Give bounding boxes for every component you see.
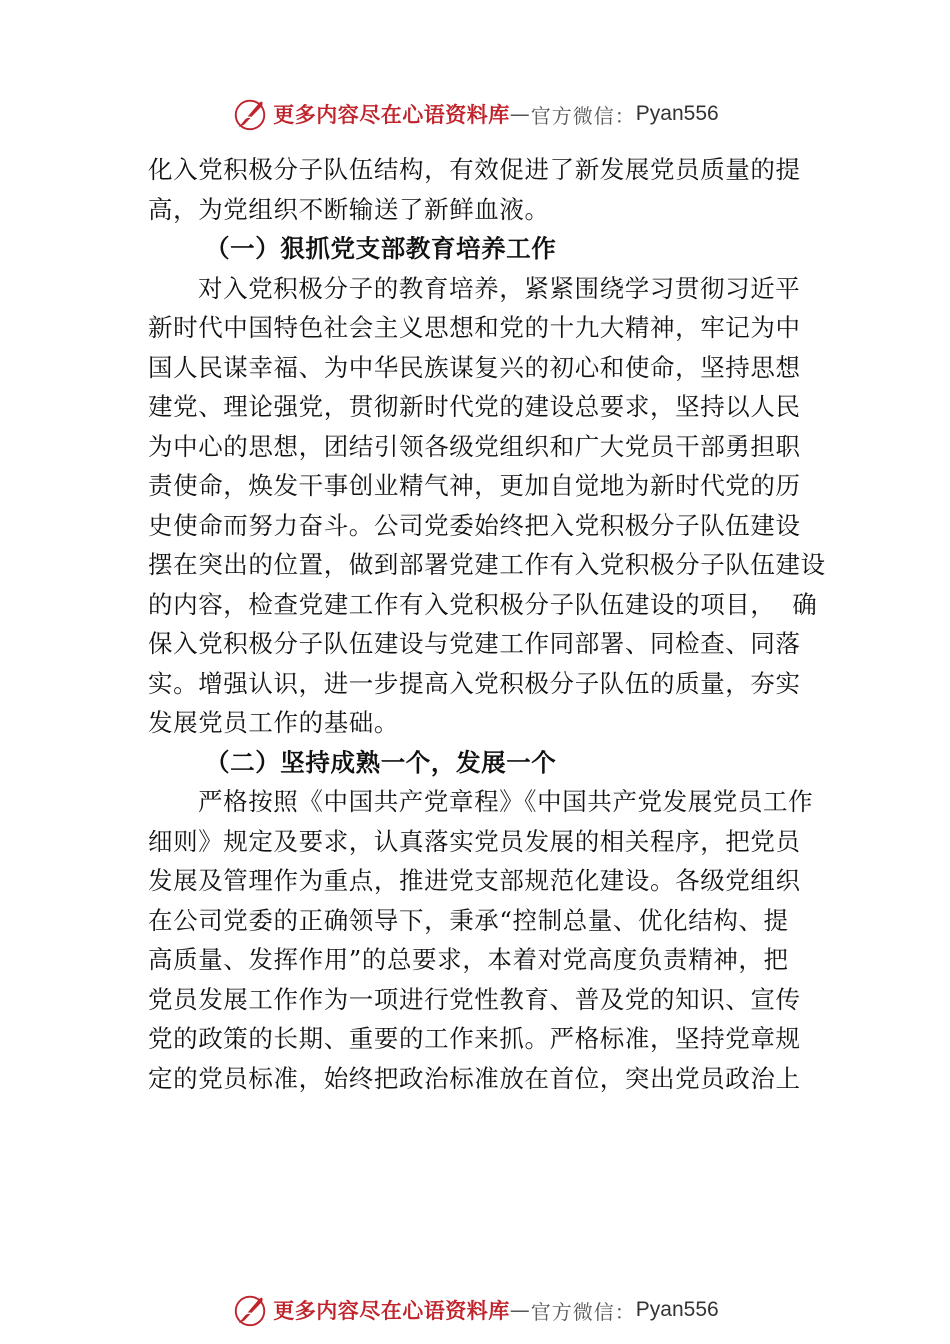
body-line: 对入党积极分子的教育培养，紧紧围绕学习贯彻习近平 (198, 273, 801, 303)
section-heading-2: （二）坚持成熟一个，发展一个 (205, 747, 557, 777)
quill-logo-icon (231, 1291, 269, 1329)
header-banner (0, 94, 950, 134)
body-line: 党员发展工作作为一项进行党性教育、普及党的知识、宣传 (148, 984, 801, 1014)
banner-wechat-id: Pyan556 (635, 1298, 719, 1321)
body-line: 的内容，检查党建工作有入党积极分子队伍建设的项目， 确 (148, 589, 818, 619)
body-line: 摆在突出的位置，做到部署党建工作有入党积极分子队伍建设 (148, 550, 826, 579)
quill-logo-icon (231, 95, 269, 133)
body-line: 高，为党组织不断输送了新鲜血液。 (148, 194, 550, 224)
banner-site-name: 更多内容尽在心语资料库 (273, 1298, 510, 1323)
body-line: 高质量、发挥作用”的总要求，本着对党高度负责精神，把 (148, 945, 789, 974)
body-line: 责使命，焕发干事创业精气神，更加自觉地为新时代党的历 (148, 471, 801, 500)
body-line: 实。增强认识，进一步提高入党积极分子队伍的质量，夯实 (148, 668, 801, 698)
banner-wechat-label: 官方微信： (530, 103, 636, 128)
document-body (148, 150, 826, 1098)
body-line: 新时代中国特色社会主义思想和党的十九大精神，牢记为中 (148, 313, 801, 342)
banner-dash: — (509, 102, 531, 126)
banner-site-name: 更多内容尽在心语资料库 (273, 102, 510, 127)
banner-dash: — (509, 1298, 531, 1322)
footer-banner (0, 1290, 950, 1330)
body-line: 发展及管理作为重点，推进党支部规范化建设。各级党组织 (148, 866, 801, 895)
banner-wechat-id: Pyan556 (635, 102, 719, 125)
body-line: 细则》规定及要求，认真落实党员发展的相关程序，把党员 (148, 826, 801, 856)
body-line: 保入党积极分子队伍建设与党建工作同部署、同检查、同落 (148, 629, 801, 658)
body-line: 严格按照《中国共产党章程》《中国共产党发展党员工作 (198, 787, 814, 816)
body-line: 化入党积极分子队伍结构，有效促进了新发展党员质量的提 (148, 155, 801, 184)
banner-wechat-label: 官方微信： (530, 1299, 636, 1324)
body-line: 国人民谋幸福、为中华民族谋复兴的初心和使命，坚持思想 (148, 352, 801, 382)
body-line: 建党、理论强党，贯彻新时代党的建设总要求，坚持以人民 (148, 392, 801, 421)
body-line: 发展党员工作的基础。 (148, 708, 399, 737)
body-line: 为中心的思想，团结引领各级党组织和广大党员干部勇担职 (148, 431, 801, 461)
body-line: 史使命而努力奋斗。公司党委始终把入党积极分子队伍建设 (148, 510, 801, 540)
body-line: 定的党员标准，始终把政治标准放在首位，突出党员政治上 (148, 1063, 801, 1093)
body-line: 在公司党委的正确领导下，秉承“控制总量、优化结构、提 (148, 905, 789, 935)
body-line: 党的政策的长期、重要的工作来抓。严格标准，坚持党章规 (148, 1024, 801, 1053)
section-heading-1: （一）狠抓党支部教育培养工作 (205, 234, 557, 263)
